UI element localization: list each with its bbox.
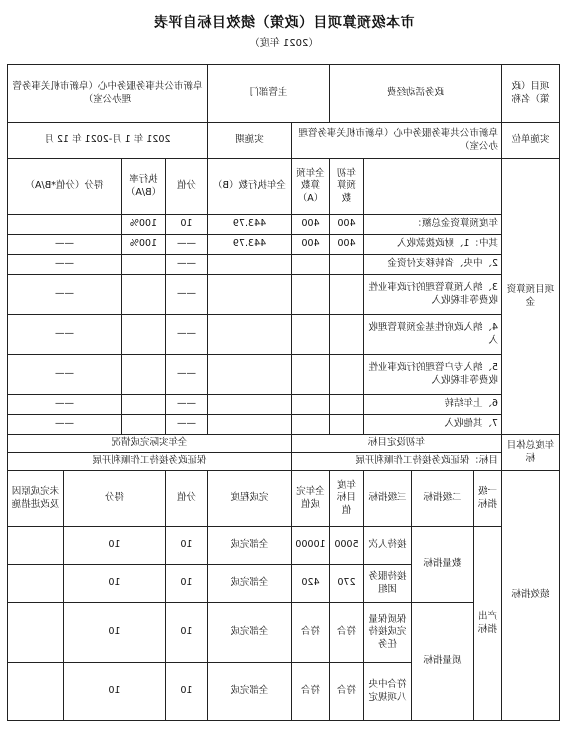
funds-score: —— <box>7 255 121 275</box>
funds-score: —— <box>7 235 121 255</box>
performance-indicators-label: 绩效指标 <box>502 471 560 721</box>
funds-score: —— <box>7 355 121 395</box>
level1-header: 一级指标 <box>474 471 502 527</box>
annual-total-goal-label: 年度总体目标 <box>502 435 560 471</box>
funds-exec <box>207 255 291 275</box>
funds-row-label: 3、纳入预算管理的行政事业性收费等非税收入 <box>364 275 502 315</box>
funds-score-value: —— <box>165 275 207 315</box>
funds-row-label: 7、其他收入 <box>364 415 502 435</box>
indicator-score: 10 <box>63 527 165 565</box>
funds-score-value: —— <box>165 355 207 395</box>
indicator-degree: 全部完成 <box>207 527 291 565</box>
funds-rate <box>121 355 165 395</box>
quality-indicator-label: 质量指标 <box>412 603 474 721</box>
funds-score: —— <box>7 395 121 415</box>
indicator-row <box>7 527 559 565</box>
indicator-actual: 符合 <box>291 603 329 663</box>
funds-row-label: 其中：1、财政拨款收入 <box>364 235 502 255</box>
funds-exec <box>207 275 291 315</box>
funds-full-year <box>291 275 329 315</box>
funds-row-label: 6、上年结转 <box>364 395 502 415</box>
funds-row <box>7 355 559 395</box>
level1-value: 产出指标 <box>474 527 502 721</box>
funds-exec: 443.79 <box>207 235 291 255</box>
indicator-score-value: 10 <box>165 603 207 663</box>
actual-completion-value: 保证政务接待工作顺利开展 <box>7 453 291 471</box>
period-label: 实施期 <box>207 123 291 159</box>
funds-row <box>7 315 559 355</box>
period-value: 2021 年 1 月-2021 年 12 月 <box>7 123 207 159</box>
indicator-level3: 接待服务团组 <box>364 565 412 603</box>
level3-header: 三级指标 <box>364 471 412 527</box>
funds-row <box>7 255 559 275</box>
reasons-header: 未完成原因及改进措施 <box>7 471 63 527</box>
indicator-score-value: 10 <box>165 565 207 603</box>
indicator-actual: 符合 <box>291 663 329 721</box>
indicator-degree: 全部完成 <box>207 663 291 721</box>
funds-annual: 400 <box>329 235 363 255</box>
funds-full-year <box>291 355 329 395</box>
indicator-reason <box>7 663 63 721</box>
funds-exec <box>207 415 291 435</box>
funds-score <box>7 215 121 235</box>
funds-score: —— <box>7 275 121 315</box>
funds-rate: 100% <box>121 235 165 255</box>
completion-degree-header: 完成程度 <box>207 471 291 527</box>
funds-row-label: 年度预算资金总额： <box>364 215 502 235</box>
indicator-target: 符合 <box>329 663 363 721</box>
funds-row-label: 2、中央、省转移支付资金 <box>364 255 502 275</box>
funds-score-value: —— <box>165 315 207 355</box>
implementing-unit-label: 实施单位 <box>502 123 560 159</box>
funds-score-value: —— <box>165 415 207 435</box>
funds-rate <box>121 315 165 355</box>
funds-annual: 400 <box>329 215 363 235</box>
indicator-level3: 保质保量完成接待任务 <box>364 603 412 663</box>
project-budget-funds-label: 项目预算资金 <box>502 159 560 435</box>
indicator-target: 符合 <box>329 603 363 663</box>
indicator-score-value: 10 <box>165 527 207 565</box>
funds-annual <box>329 315 363 355</box>
funds-annual <box>329 255 363 275</box>
score2-header: 得分 <box>63 471 165 527</box>
funds-exec: 443.79 <box>207 215 291 235</box>
funds-exec <box>207 355 291 395</box>
score-value-header: 分值 <box>165 159 207 215</box>
indicator-target: 5000 <box>329 527 363 565</box>
funds-full-year: 400 <box>291 235 329 255</box>
indicator-score: 10 <box>63 663 165 721</box>
funds-annual <box>329 275 363 315</box>
indicator-level3: 接待人次 <box>364 527 412 565</box>
funds-annual <box>329 355 363 395</box>
funds-blank-header <box>364 159 502 215</box>
funds-score: —— <box>7 415 121 435</box>
funds-row-label: 4、纳入政府性基金预算管理收入 <box>364 315 502 355</box>
funds-rate <box>121 395 165 415</box>
indicator-degree: 全部完成 <box>207 603 291 663</box>
annual-target-header: 年度目标值 <box>329 471 363 527</box>
planned-goal-value: 目标：保证政务接待工作顺利开展 <box>291 453 501 471</box>
level2-header: 二级指标 <box>412 471 474 527</box>
funds-exec <box>207 315 291 355</box>
funds-row <box>7 215 559 235</box>
competent-dept-value: 阜新市公共事务服务中心（阜新市机关事务管理办公室） <box>7 65 207 123</box>
quantity-indicator-label: 数量指标 <box>412 527 474 603</box>
indicator-reason <box>7 527 63 565</box>
project-name-label: 项目（政策）名称 <box>502 65 560 123</box>
indicator-actual: 420 <box>291 565 329 603</box>
indicator-score-value: 10 <box>165 663 207 721</box>
funds-score-value: —— <box>165 255 207 275</box>
funds-row <box>7 415 559 435</box>
funds-full-year <box>291 255 329 275</box>
funds-full-year <box>291 395 329 415</box>
full-year-completion-header: 全年完成值 <box>291 471 329 527</box>
score-value2-header: 分值 <box>165 471 207 527</box>
project-name-value: 政务活动经费 <box>329 65 501 123</box>
funds-annual <box>329 395 363 415</box>
full-year-exec-header: 全年执行数（B） <box>207 159 291 215</box>
full-year-budget-header: 全年预算数（A） <box>291 159 329 215</box>
indicator-score: 10 <box>63 565 165 603</box>
planned-goal-header: 年初设定目标 <box>291 435 501 453</box>
annual-budget-header: 年初预算数 <box>329 159 363 215</box>
funds-row <box>7 275 559 315</box>
funds-rate <box>121 275 165 315</box>
funds-rate: 100% <box>121 215 165 235</box>
self-evaluation-table <box>7 64 560 721</box>
funds-score-value: 10 <box>165 215 207 235</box>
indicator-level3: 符合中央八项规定 <box>364 663 412 721</box>
funds-annual <box>329 415 363 435</box>
exec-rate-header: 执行率（B/A） <box>121 159 165 215</box>
implementing-unit-value: 阜新市公共事务服务中心（阜新市机关事务管理办公室） <box>291 123 501 159</box>
indicator-degree: 全部完成 <box>207 565 291 603</box>
document-year: （2021 年度） <box>249 38 319 49</box>
indicator-target: 270 <box>329 565 363 603</box>
funds-score-value: —— <box>165 235 207 255</box>
indicator-reason <box>7 565 63 603</box>
funds-row <box>7 395 559 415</box>
funds-full-year: 400 <box>291 215 329 235</box>
funds-full-year <box>291 415 329 435</box>
funds-full-year <box>291 315 329 355</box>
funds-exec <box>207 395 291 415</box>
document-title: 市本级预算项目（政策）绩效目标自评表 <box>153 15 415 31</box>
indicator-score: 10 <box>63 603 165 663</box>
actual-completion-header: 全年实际完成情况 <box>7 435 291 453</box>
funds-row <box>7 235 559 255</box>
funds-rate <box>121 415 165 435</box>
competent-dept-label: 主管部门 <box>207 65 329 123</box>
funds-row-label: 5、纳入专户管理的行政事业性收费等非税收入 <box>364 355 502 395</box>
funds-score: —— <box>7 315 121 355</box>
score-header: 得分（分值*B/A） <box>7 159 121 215</box>
funds-rate <box>121 255 165 275</box>
indicator-actual: 10000 <box>291 527 329 565</box>
indicator-reason <box>7 603 63 663</box>
funds-score-value: —— <box>165 395 207 415</box>
